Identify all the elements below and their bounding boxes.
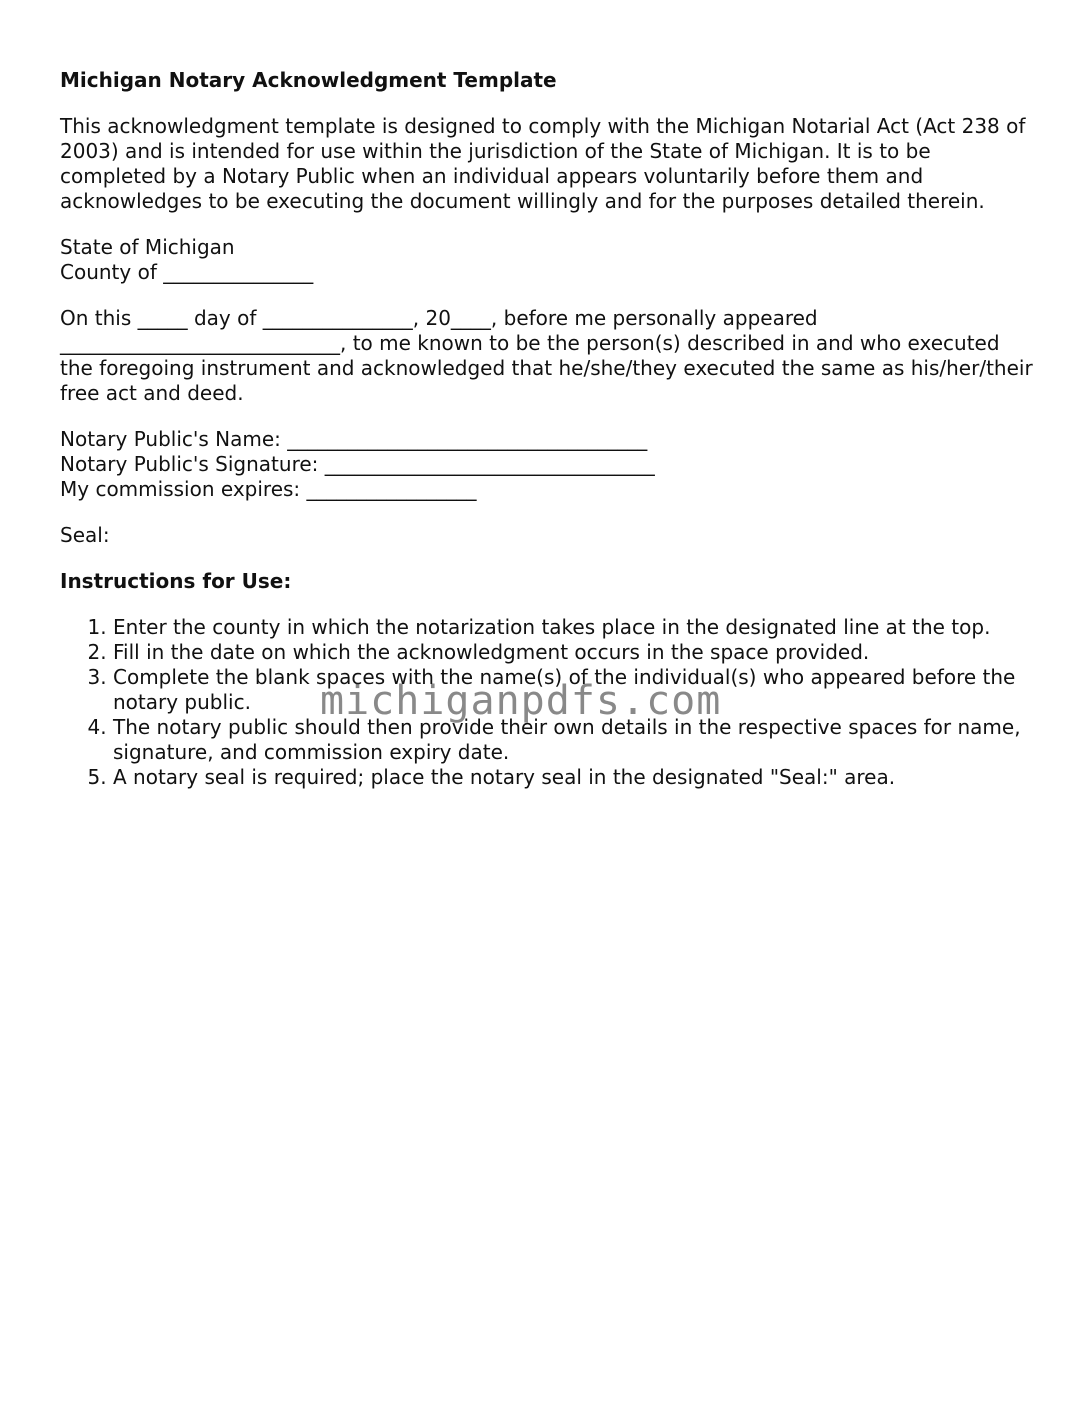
- document-body: [60, 68, 1035, 790]
- notary-name-line: Notary Public's Name: ____________________________________: [60, 427, 648, 451]
- commission-expires-line: My commission expires: _________________: [60, 477, 477, 501]
- instruction-item: 1. Enter the county in which the notarization takes place in the designated line at the top.: [113, 615, 1035, 640]
- acknowledgment-paragraph: On this _____ day of _______________, 20____, before me personally appeared ____________________________, to me known to be the person(s) described in and who executed the foregoing instrument and acknowledged that he/she/they executed the same as his/her/their free act and deed.: [60, 306, 1033, 405]
- instruction-item: 2. Fill in the date on which the acknowledgment occurs in the space provided.: [113, 640, 1035, 665]
- notary-signature-line: Notary Public's Signature: _________________________________: [60, 452, 655, 476]
- intro-paragraph: This acknowledgment template is designed to comply with the Michigan Notarial Act (Act 238 of 2003) and is intended for use within the jurisdiction of the State of Michigan. It is to be completed by a Notary Public when an individual appears voluntarily before them and acknowledges to be executing the document willingly and for the purposes detailed therein.: [60, 114, 1026, 213]
- notary-block: [60, 427, 1035, 502]
- instructions-list: [60, 615, 1035, 790]
- instruction-item: 3. Complete the blank spaces with the name(s) of the individual(s) who appeared before the notary public.: [113, 665, 1035, 715]
- document-title: Michigan Notary Acknowledgment Template: [60, 68, 557, 92]
- instructions-heading: Instructions for Use:: [60, 569, 292, 593]
- venue-state: State of Michigan: [60, 235, 235, 259]
- watermark: michiganpdfs.com: [320, 678, 722, 724]
- venue-block: [60, 235, 1035, 285]
- seal-label: Seal:: [60, 523, 110, 547]
- instruction-item: 5. A notary seal is required; place the notary seal in the designated "Seal:" area.: [113, 765, 1035, 790]
- venue-county: County of _______________: [60, 260, 314, 284]
- instruction-item: 4. The notary public should then provide their own details in the respective spaces for name, signature, and commission expiry date.: [113, 715, 1035, 765]
